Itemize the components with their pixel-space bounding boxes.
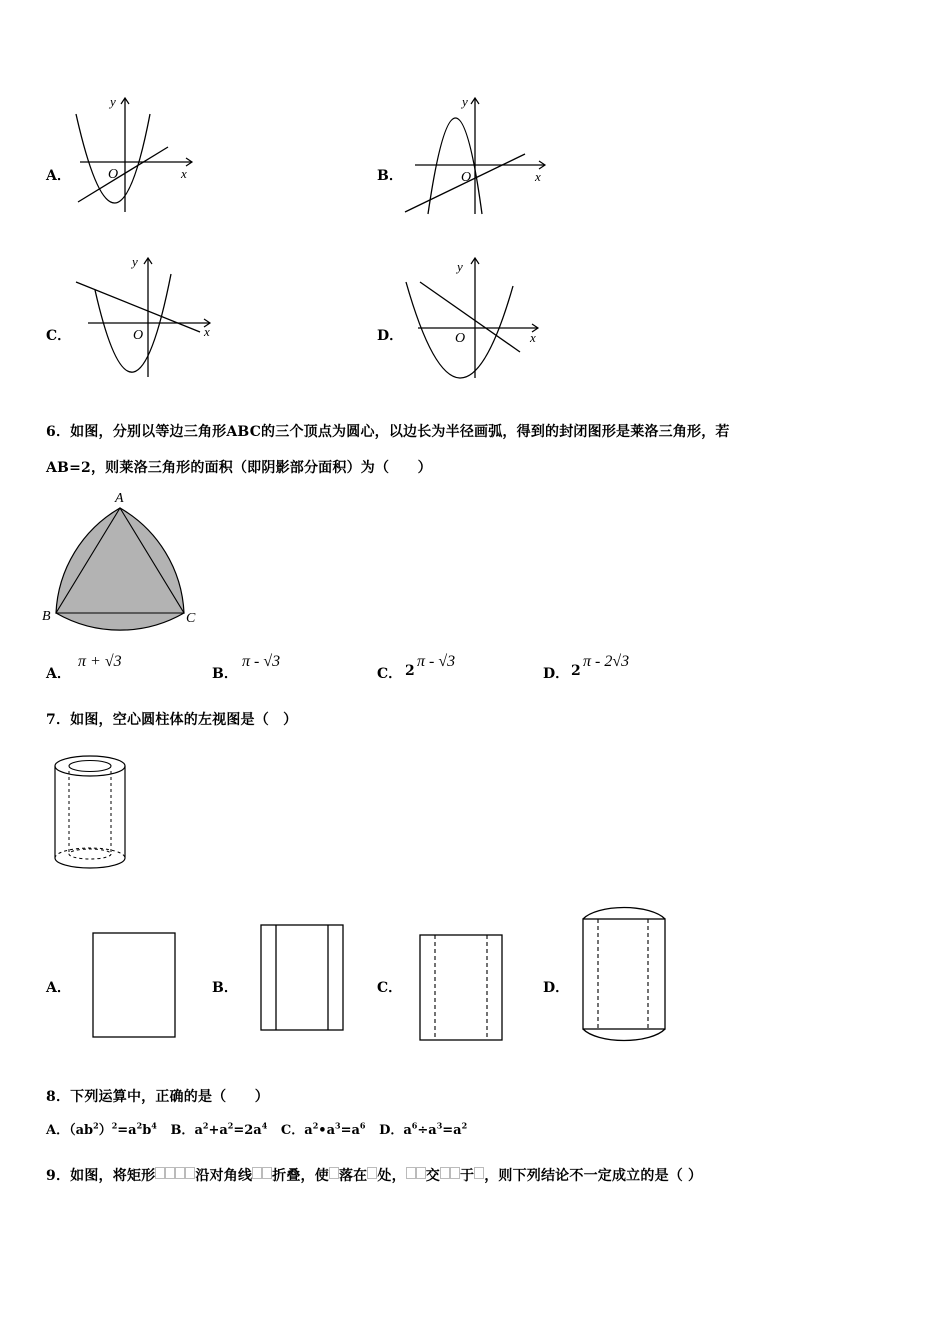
q5-option-b-label: B．: [377, 168, 403, 184]
x-axis-label: x: [530, 330, 536, 345]
missing-glyph: [474, 1167, 484, 1179]
option-expression: π - √3: [242, 653, 281, 670]
origin-label: O: [133, 328, 144, 343]
option-label: D．: [543, 666, 570, 682]
q7-option-d-label: D．: [543, 980, 570, 996]
missing-glyph: [406, 1167, 416, 1179]
vertex-c-label: C: [186, 611, 196, 626]
y-axis-label: y: [462, 94, 468, 109]
q8-stem: 8．下列运算中，正确的是（ ）: [46, 1089, 269, 1105]
shaded-region: [56, 508, 184, 630]
option-label: C．: [377, 666, 403, 682]
missing-glyph: [185, 1167, 195, 1179]
missing-glyph: [450, 1167, 460, 1179]
q7-option-a-label: A．: [46, 980, 71, 996]
option-expression: π - 2√3: [583, 653, 630, 670]
q8-option-b[interactable]: B．$a^2+a^2=2a^4$: [170, 1120, 268, 1138]
q6-stem-line2: AB=2，则莱洛三角形的面积（即阴影部分面积）为（ ）: [46, 460, 432, 476]
missing-glyph: [175, 1167, 185, 1179]
q7-stem: 7．如图，空心圆柱体的左视图是（ ）: [46, 712, 298, 728]
option-label: B．: [212, 666, 238, 682]
q8-option-a[interactable]: A．$(ab^2)^2=a^2b^4$: [46, 1120, 157, 1138]
q7-option-b-figure[interactable]: [258, 922, 348, 1034]
y-axis-label: y: [132, 254, 138, 269]
q7-option-b-label: B．: [212, 980, 238, 996]
missing-glyph: [440, 1167, 450, 1179]
q5-option-a-label: A．: [46, 168, 71, 184]
vertex-a-label: A: [115, 491, 124, 506]
x-axis-label: x: [204, 324, 210, 339]
q5-option-c-graph: [70, 252, 225, 382]
option-prefix: 2: [571, 663, 581, 679]
origin-label: O: [108, 167, 119, 182]
vertex-b-label: B: [42, 609, 51, 624]
missing-glyph: [367, 1167, 377, 1179]
hollow-cylinder-figure: [50, 748, 132, 872]
x-axis-label: x: [535, 169, 541, 184]
missing-glyph: [262, 1167, 272, 1179]
q7-option-a-figure[interactable]: [90, 930, 180, 1040]
missing-glyph: [165, 1167, 175, 1179]
q5-option-b-graph: [400, 92, 560, 222]
q8-options: [46, 1119, 467, 1138]
q5-option-c-label: C．: [46, 328, 72, 344]
q5-option-d-label: D．: [377, 328, 404, 344]
q7-option-c-figure[interactable]: [417, 932, 507, 1044]
reuleaux-triangle-figure: [40, 488, 210, 633]
q5-option-d-graph: [400, 252, 550, 382]
q5-option-a-graph: [70, 92, 200, 222]
missing-glyph: [252, 1167, 262, 1179]
x-axis-label: x: [181, 166, 187, 181]
q8-option-d[interactable]: D．$a^6\div a^3=a^2$: [379, 1120, 468, 1138]
q6-stem-line1: 6．如图，分别以等边三角形ABC的三个顶点为圆心，以边长为半径画弧，得到的封闭图形是莱洛三角形，若: [46, 424, 730, 440]
missing-glyph: [329, 1167, 339, 1179]
missing-glyph: [416, 1167, 426, 1179]
y-axis-label: y: [457, 259, 463, 274]
origin-label: O: [455, 331, 466, 346]
option-label: A．: [46, 666, 71, 682]
q7-option-d-figure[interactable]: [580, 905, 670, 1049]
q7-option-c-label: C．: [377, 980, 403, 996]
q8-option-c[interactable]: C．$a^2•a^3=a^6$: [280, 1120, 366, 1138]
option-expression: π - √3: [417, 653, 456, 670]
q9-stem: 9．如图，将矩形 沿对角线 折叠，使 落在 处， 交 于 ，则下列结论不一定成立的是（ ）: [46, 1168, 703, 1184]
origin-label: O: [461, 170, 472, 185]
option-expression: π + √3: [78, 653, 122, 670]
y-axis-label: y: [110, 94, 116, 109]
missing-glyph: [155, 1167, 165, 1179]
option-prefix: 2: [405, 663, 415, 679]
